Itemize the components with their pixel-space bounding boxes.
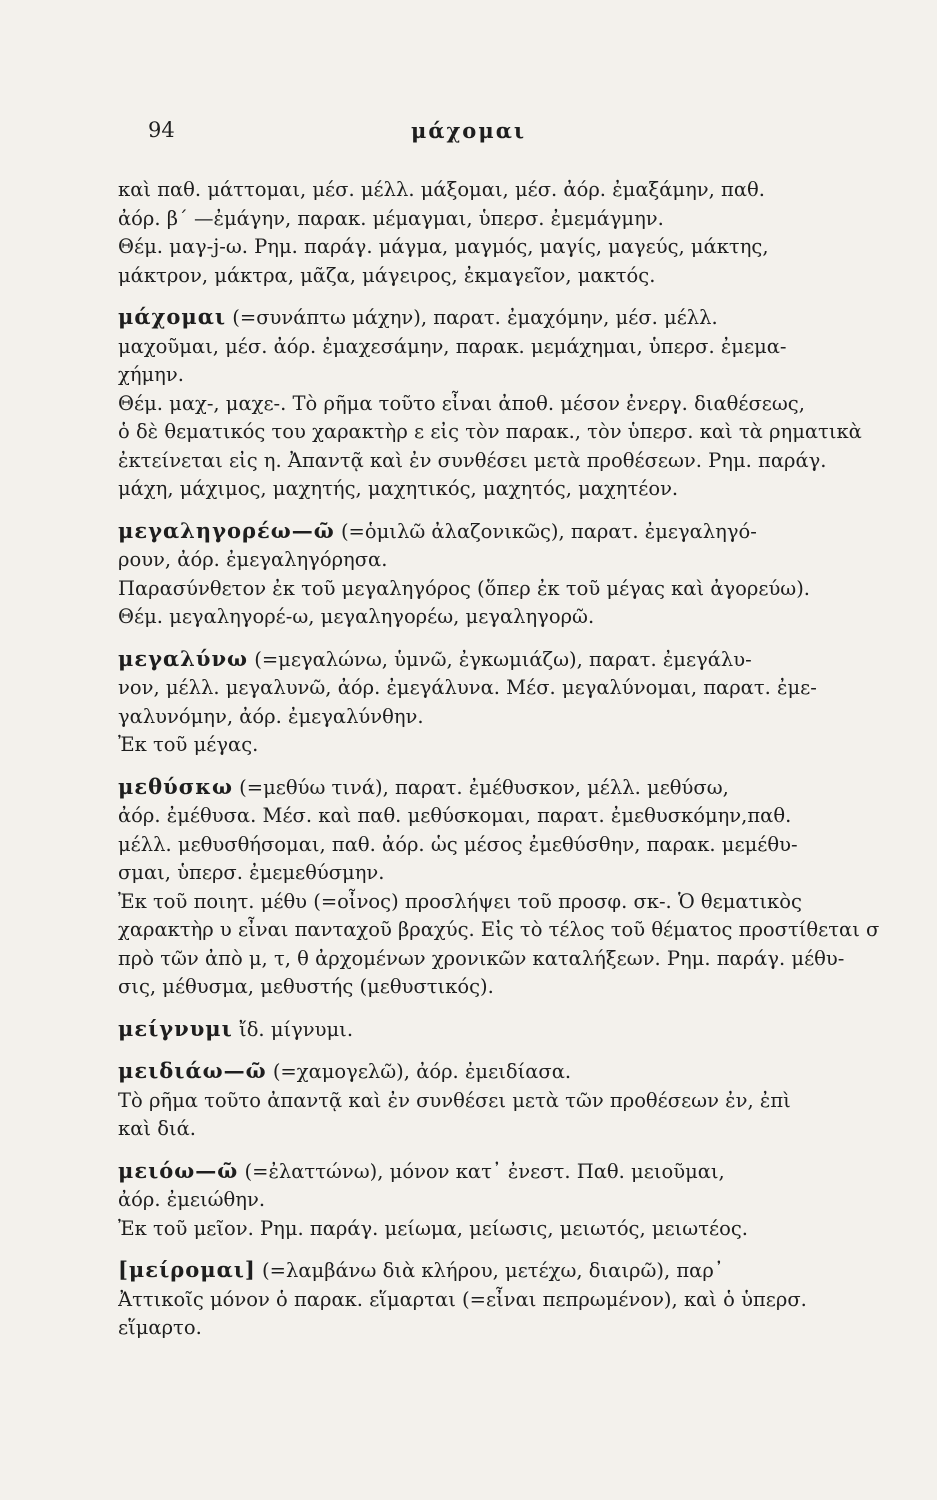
text-line [118,773,900,803]
text-segment: Ἐκ τοῦ ποιητ. μέθυ (=οἶνος) προσλήψει τοῦ προσφ. σκ-. Ὁ θεματικὸς [118,889,802,913]
entry-headword: μειδιάω—ῶ [118,1058,267,1083]
entry-separator [118,760,900,773]
text-segment: (=μεθύω τινά), παρατ. ἐμέθυσκον, μέλλ. μεθύσω, [232,775,729,799]
text-line [118,176,900,205]
text-segment: ἴδ. μίγνυμι. [232,1017,354,1041]
text-line [118,475,900,504]
text-line [118,1057,900,1087]
text-segment: πρὸ τῶν ἀπὸ μ, τ, θ ἀρχομένων χρονικῶν καταλήξεων. Ρημ. παράγ. μέθυ- [118,946,845,970]
text-segment: Τὸ ρῆμα τοῦτο ἀπαντᾷ καὶ ἐν συνθέσει μετὰ τῶν προθέσεων ἐν, ἐπὶ [118,1088,791,1112]
text-segment: μάκτρον, μάκτρα, μᾶζα, μάγειρος, ἐκμαγεῖον, μακτός. [118,263,656,287]
text-line [118,546,900,575]
text-line [118,517,900,547]
text-line [118,1186,900,1215]
entry-headword: μεγαληγορέω—ῶ [118,517,335,543]
text-segment: γαλυνόμην, ἀόρ. ἐμεγαλύνθην. [118,704,424,728]
text-segment: ρουν, ἀόρ. ἐμεγαληγόρησα. [118,548,388,571]
text-segment: (=μεγαλώνω, ὑμνῶ, ἐγκωμιάζω), παρατ. ἐμεγάλυ- [248,647,752,671]
text-line [118,703,900,732]
text-line [118,1215,900,1244]
text-line [118,831,900,860]
entry-separator [118,1002,900,1015]
text-line [118,418,900,447]
entry-headword: μάχομαι [118,304,227,329]
running-head: μάχομαι [410,118,527,143]
text-segment: Ἐκ τοῦ μέγας. [118,733,259,756]
text-segment: μαχοῦμαι, μέσ. ἀόρ. ἐμαχεσάμην, παρακ. μεμάχημαι, ὑπερσ. ἐμεμα- [118,334,787,358]
dictionary-entry [118,517,900,632]
text-line [118,303,900,333]
text-line [118,674,900,703]
text-line [118,1087,900,1116]
text-segment: (=λαμβάνω διὰ κλήρου, μετέχω, διαιρῶ), παρ᾽ [255,1259,724,1282]
page-number: 94 [148,118,175,142]
text-line [118,1115,900,1144]
entry-headword: μειόω—ῶ [118,1157,239,1183]
entry-headword: μεγαλύνω [118,645,249,671]
text-line [118,1256,900,1286]
text-line [118,802,900,831]
text-segment: ἀόρ. ἐμειώθην. [118,1188,266,1211]
text-segment: σμαι, ὑπερσ. ἐμεμεθύσμην. [118,861,385,884]
text-line [118,603,900,632]
text-line [118,731,900,760]
text-line [118,973,900,1002]
entry-headword: μεθύσκω [118,773,233,799]
text-segment: σις, μέθυσμα, μεθυστής (μεθυστικός). [118,975,494,998]
text-line [118,945,900,974]
text-line [118,916,900,945]
dictionary-entry [118,1157,900,1244]
entry-separator [118,1243,900,1256]
text-line [118,262,900,291]
text-segment: νον, μέλλ. μεγαλυνῶ, ἀόρ. ἐμεγάλυνα. Μέσ. μεγαλύνομαι, παρατ. ἐμε- [118,676,817,699]
dictionary-entry [118,176,900,290]
text-segment: (=χαμογελῶ), ἀόρ. ἐμειδίασα. [266,1060,572,1083]
text-segment: χήμην. [118,363,184,386]
text-line [118,859,900,888]
text-line [118,1157,900,1187]
text-segment: μέλλ. μεθυσθήσομαι, παθ. ἀόρ. ὡς μέσος ἐμεθύσθην, παρακ. μεμέθυ- [118,832,798,856]
text-line [118,333,900,362]
dictionary-entry [118,1256,900,1343]
text-segment: ὁ δὲ θεματικός του χαρακτὴρ ε εἰς τὸν παρακ., τὸν ὑπερσ. καὶ τὰ ρηματικὰ [118,420,862,443]
text-segment: ἀόρ. ἐμέθυσα. Μέσ. καὶ παθ. μεθύσκομαι, παρατ. ἐμεθυσκόμην,παθ. [118,804,792,827]
text-line [118,361,900,390]
text-segment: Θέμ. μαγ-j-ω. Ρημ. παράγ. μάγμα, μαγμός, μαγίς, μαγεύς, μάκτης, [118,235,769,258]
text-line [118,575,900,604]
text-segment: (=συνάπτω μάχην), παρατ. ἐμαχόμην, μέσ. μέλλ. [226,306,718,329]
text-line [118,390,900,419]
text-segment: καὶ παθ. μάττομαι, μέσ. μέλλ. μάξομαι, μέσ. ἀόρ. ἐμαξάμην, παθ. [118,178,765,201]
text-line [118,1314,900,1343]
entry-separator [118,1144,900,1157]
text-segment: ἐκτείνεται εἰς η. Ἀπαντᾷ καὶ ἐν συνθέσει μετὰ προθέσεων. Ρημ. παράγ. [118,448,827,472]
page-header [0,112,937,152]
entry-headword: μείγνυμι [118,1015,233,1041]
text-line [118,888,900,917]
entry-separator [118,1044,900,1057]
text-line [118,205,900,234]
text-line [118,233,900,262]
text-segment: (=ὁμιλῶ ἀλαζονικῶς), παρατ. ἐμεγαληγό- [334,519,757,543]
text-segment: χαρακτὴρ υ εἶναι πανταχοῦ βραχύς. Εἰς τὸ τέλος τοῦ θέματος προστίθεται σ [118,918,880,941]
dictionary-entry [118,1057,900,1144]
text-line [118,1286,900,1315]
entry-separator [118,290,900,303]
dictionary-entry [118,773,900,1002]
text-segment: Ἀττικοῖς μόνον ὁ παρακ. εἵμαρται (=εἶναι πεπρωμένον), καὶ ὁ ὑπερσ. [118,1287,807,1311]
text-line [118,1015,900,1045]
text-line [118,447,900,476]
text-segment: Θέμ. μεγαληγορέ-ω, μεγαληγορέω, μεγαληγορῶ. [118,605,595,628]
dictionary-entry [118,645,900,760]
text-line [118,645,900,675]
text-segment: Ἐκ τοῦ μεῖον. Ρημ. παράγ. μείωμα, μείωσις, μειωτός, μειωτέος. [118,1216,748,1240]
text-segment: (=ἐλαττώνω), μόνον κατ᾽ ἐνεστ. Παθ. μειοῦμαι, [238,1159,725,1183]
text-segment: ἀόρ. β΄ —ἐμάγην, παρακ. μέμαγμαι, ὑπερσ. ἐμεμάγμην. [118,206,664,230]
dictionary-entry [118,1015,900,1045]
dictionary-entry [118,303,900,504]
text-segment: καὶ διά. [118,1117,196,1140]
page-body [118,176,900,1343]
text-segment: Θέμ. μαχ-, μαχε-. Τὸ ρῆμα τοῦτο εἶναι ἀποθ. μέσον ἐνεργ. διαθέσεως, [118,391,805,415]
text-segment: Παρασύνθετον ἐκ τοῦ μεγαληγόρος (ὅπερ ἐκ τοῦ μέγας καὶ ἀγορεύω). [118,576,811,600]
text-segment: μάχη, μάχιμος, μαχητής, μαχητικός, μαχητός, μαχητέον. [118,477,679,500]
entry-headword: [μείρομαι] [118,1257,256,1282]
entry-separator [118,632,900,645]
entry-separator [118,504,900,517]
text-segment: εἵμαρτο. [118,1316,202,1339]
